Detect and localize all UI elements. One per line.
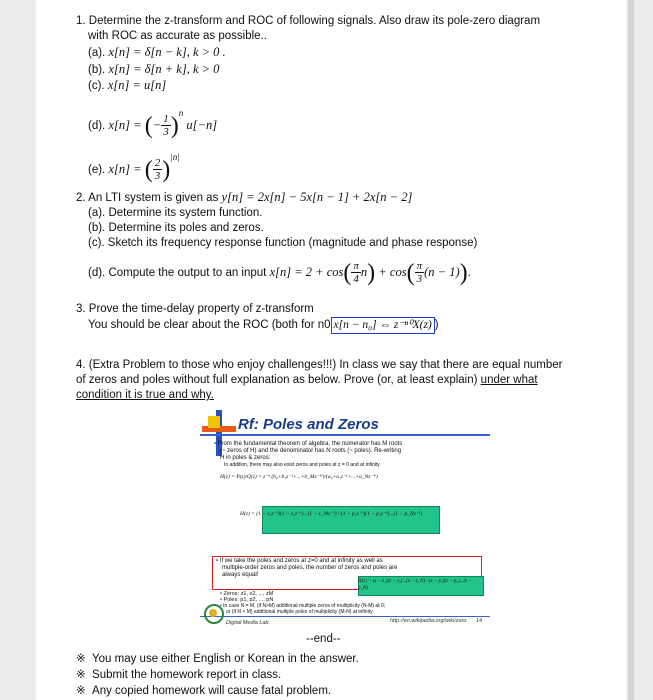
slide-lab: Digital Media Lab. xyxy=(226,620,271,626)
slide-b2b: multiple-order zeros and poles, the number of zeros and poles are xyxy=(222,565,398,571)
slide-eq2: H(z) = (1 − z₁z⁻¹)(1 − z₂z⁻¹)...(1 − z_Mz⁻¹) / (1 − p₁z⁻¹)(1 − p₂z⁻¹)...(1 − p_Nz⁻¹) xyxy=(240,511,423,517)
q2d-paren1-open: ( xyxy=(343,260,352,286)
slide-title: Rf: Poles and Zeros xyxy=(238,416,379,433)
q1d-num: 1 xyxy=(163,113,169,126)
q1e-exp: |n| xyxy=(170,152,180,162)
q3-boxed-eq: x[n − n₀] ⇔ z⁻ⁿ⁰X(z) xyxy=(331,317,435,334)
q1d-label: (d). xyxy=(88,119,106,132)
q4-line1: 4. (Extra Problem to those who enjoy challenges!!!) In class we say that there are equal number xyxy=(76,359,563,371)
slide-title-rule xyxy=(200,434,490,436)
slide-bullet1 xyxy=(214,441,402,448)
slide-b1c: H in poles & zeros: xyxy=(220,455,271,461)
reference-mark-icon: ※ xyxy=(76,653,86,665)
q2d-eq2: n xyxy=(360,265,368,279)
q1e xyxy=(88,150,180,185)
q1d-den: 3 xyxy=(163,126,169,139)
q3-line2: You should be clear about the ROC (both for n0 xyxy=(88,319,331,331)
slide-page: 14 xyxy=(476,618,483,624)
q1a xyxy=(88,45,226,61)
q1d-minus: − xyxy=(152,117,162,132)
slide-b1d: In addition, there may also exist zeros and poles at z = 0 and at infinity xyxy=(224,462,380,468)
q1e-den: 3 xyxy=(154,170,161,183)
note-3 xyxy=(76,684,331,699)
q2d-eq4: (n − 1) xyxy=(424,265,460,279)
lab-logo-dot-icon xyxy=(209,609,217,617)
slide-b1: From the fundamental theorem of algebra, the numerator has M roots xyxy=(217,441,403,447)
q4-line2-row xyxy=(76,373,538,388)
q1c xyxy=(88,78,166,94)
note-1-text: You may use either English or Korean in the answer. xyxy=(92,653,359,665)
bullet-icon: • xyxy=(220,597,222,603)
q1a-expr: x[n] = δ[n − k], k > 0 . xyxy=(108,45,226,59)
reference-mark-icon: ※ xyxy=(76,685,86,697)
q1e-paren-close: ) xyxy=(162,156,171,183)
q2d-fnum1: π xyxy=(353,260,359,273)
q1c-expr: x[n] = u[n] xyxy=(107,78,167,92)
note-3-text: Any copied homework will cause fatal problem. xyxy=(92,685,332,697)
slide-b1b: (~ zeros of H) and the denominator has N roots (~ poles). Re-writing xyxy=(220,448,402,454)
note-2 xyxy=(76,668,281,683)
q2d-fden2: 3 xyxy=(416,273,423,286)
slide-b2c: always equal! xyxy=(222,572,259,578)
q2a: (a). Determine its system function. xyxy=(88,207,263,219)
q1e-num: 2 xyxy=(154,157,161,170)
q1e-fraction xyxy=(153,157,163,182)
bullet-icon: • xyxy=(220,603,222,609)
bullet-icon: • xyxy=(220,591,222,597)
q2d-paren1-close: ) xyxy=(367,260,376,286)
slide-eq1: H(z) = P(z)/Q(z) = z⁻ⁿ (b₀+b₁z⁻¹+...+b_Mz⁻ᴹ)/(a₀+a₁z⁻¹+...+a_Nz⁻ᴺ) xyxy=(220,474,378,480)
q2c: (c). Sketch its frequency response function (magnitude and phase response) xyxy=(88,237,478,249)
q1d-exp: n xyxy=(178,108,184,118)
slide-bullet2 xyxy=(216,558,383,565)
q2d-fnum2: π xyxy=(416,260,423,273)
q2d-paren2-open: ( xyxy=(406,260,415,286)
q4-line2-underlined: under what xyxy=(480,374,538,386)
q1a-label: (a). xyxy=(88,47,106,59)
q3-line2-row xyxy=(88,317,439,334)
q1e-paren-open: ( xyxy=(144,156,153,183)
slide-bottom-rule xyxy=(200,616,490,617)
end-marker: --end-- xyxy=(306,633,341,645)
q1d-fraction xyxy=(161,113,171,138)
q2d-eq3: + cos xyxy=(378,265,407,279)
q4-line3-underlined: condition it is true and why. xyxy=(76,389,214,401)
q1b-label: (b). xyxy=(88,64,106,76)
q2d-end: . xyxy=(467,267,471,279)
bullet-icon: • xyxy=(216,558,219,564)
q1d-lhs: x[n] = xyxy=(108,117,142,132)
slide-poles-text: Poles: p1, p2, ..., pN xyxy=(223,597,274,603)
q1d xyxy=(88,106,217,141)
slide-zeros-text: Zeros: z1, z2, ..., zM xyxy=(223,591,274,597)
q2-intro-line xyxy=(76,190,412,206)
q1d-rhs: u[−n] xyxy=(186,117,218,132)
slide-case2: or (if N < M) additional multiple poles of multiplicity (M-N) at infinity xyxy=(226,609,373,615)
q2-equation: y[n] = 2x[n] − 5x[n − 1] + 2x[n − 2] xyxy=(221,190,413,204)
slide-case1-text: In case N = M, (if N>M) additional multiple zeros of multiplicity (N-M) at 0; xyxy=(223,603,386,609)
q2d-fden1: 4 xyxy=(353,273,359,286)
slide-logo-square-yellow xyxy=(208,416,220,428)
q2d-frac1 xyxy=(351,260,361,285)
q3-line1: 3. Prove the time-delay property of z-transform xyxy=(76,303,314,315)
poles-zeros-slide xyxy=(194,408,496,632)
q2d-paren2-close: ) xyxy=(459,260,468,286)
q1d-paren-open: ( xyxy=(144,112,153,139)
bullet-icon: • xyxy=(214,441,217,447)
q2d-text: (d). Compute the output to an input xyxy=(88,267,267,279)
q1d-paren-close: ) xyxy=(170,112,179,139)
note-1 xyxy=(76,652,359,667)
q2d xyxy=(88,254,471,288)
q2d-frac2 xyxy=(415,260,425,285)
page-shadow xyxy=(628,0,634,700)
q1b-expr: x[n] = δ[n + k], k > 0 xyxy=(108,62,220,76)
q1e-label: (e). xyxy=(88,163,106,176)
q3-close: ) xyxy=(434,319,439,331)
q1b xyxy=(88,62,219,78)
slide-b2: If we take the poles and zeros at z=0 and at infinity as well as xyxy=(219,558,383,564)
q2d-eq1: x[n] = 2 + cos xyxy=(269,265,344,279)
q4-line2: of zeros and poles without full explanation as below. Prove (or, at least explain) xyxy=(76,374,478,386)
q4-line3 xyxy=(76,388,214,403)
reference-mark-icon: ※ xyxy=(76,669,86,681)
q1-line1: 1. Determine the z-transform and ROC of following signals. Also draw its pole-zero diagram xyxy=(76,15,541,27)
q1e-lhs: x[n] = xyxy=(108,161,142,176)
slide-url: http://en.wikipedia.org/wiki/zero xyxy=(390,618,467,624)
q2-intro: 2. An LTI system is given as xyxy=(76,192,219,204)
q1-line2: with ROC as accurate as possible.. xyxy=(88,30,267,42)
q2b: (b). Determine its poles and zeros. xyxy=(88,222,264,234)
slide-eq3: H(z) = (z − z₁)(z − z₂)...(z − z_N) / (z − p₁)(z − p₂)...(z − p_N) xyxy=(358,579,472,591)
note-2-text: Submit the homework report in class. xyxy=(92,669,282,681)
q1c-label: (c). xyxy=(88,80,105,92)
